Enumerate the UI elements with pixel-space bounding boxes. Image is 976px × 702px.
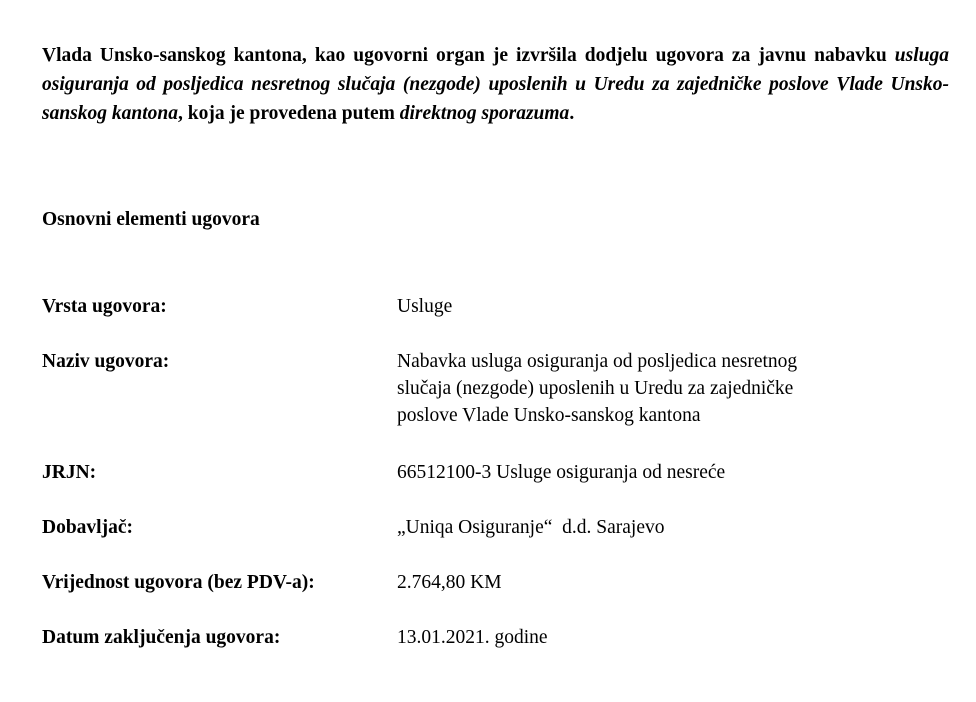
row-value-line: 13.01.2021. godine (397, 627, 548, 648)
row-value-line: slučaja (nezgode) uposlenih u Uredu za zajedničke (397, 378, 794, 399)
intro-text-end: . (569, 103, 575, 124)
row-value-line: poslove Vlade Unsko-sanskog kantona (397, 405, 701, 426)
intro-procedure-type: direktnog sporazuma (399, 103, 570, 124)
row-value-line: 2.764,80 KM (397, 572, 502, 593)
row-label: Dobavljač: (42, 517, 133, 538)
row-label: Datum zaključenja ugovora: (42, 627, 281, 648)
row-value (397, 293, 917, 320)
section-title: Osnovni elementi ugovora (42, 209, 260, 230)
row-value-line: 66512100-3 Usluge osiguranja od nesreće (397, 462, 726, 483)
row-value (397, 569, 917, 596)
row-label: JRJN: (42, 462, 97, 483)
row-value (397, 348, 917, 429)
intro-paragraph (42, 41, 949, 128)
row-value-line: Usluge (397, 296, 453, 317)
row-label: Vrsta ugovora: (42, 296, 167, 317)
row-value (397, 514, 917, 541)
intro-text-2: , koja je provedena putem (178, 103, 400, 124)
row-label: Naziv ugovora: (42, 351, 170, 372)
row-label: Vrijednost ugovora (bez PDV-a): (42, 572, 315, 593)
row-value (397, 624, 917, 651)
intro-contract-subject: usluga osiguranja od posljedica nesretnog slučaja (nezgode) uposlenih u Uredu za zajedničke poslove Vlade Unsko-sanskog kantona (42, 45, 949, 124)
document-page (42, 41, 949, 648)
row-value (397, 459, 917, 486)
intro-text-1: Vlada Unsko-sanskog kantona, kao ugovorni organ je izvršila dodjelu ugovora za javnu nabavku (42, 45, 895, 66)
row-value-line: „Uniqa Osiguranje“ d.d. Sarajevo (397, 517, 665, 538)
row-value-line: Nabavka usluga osiguranja od posljedica nesretnog (397, 351, 798, 372)
